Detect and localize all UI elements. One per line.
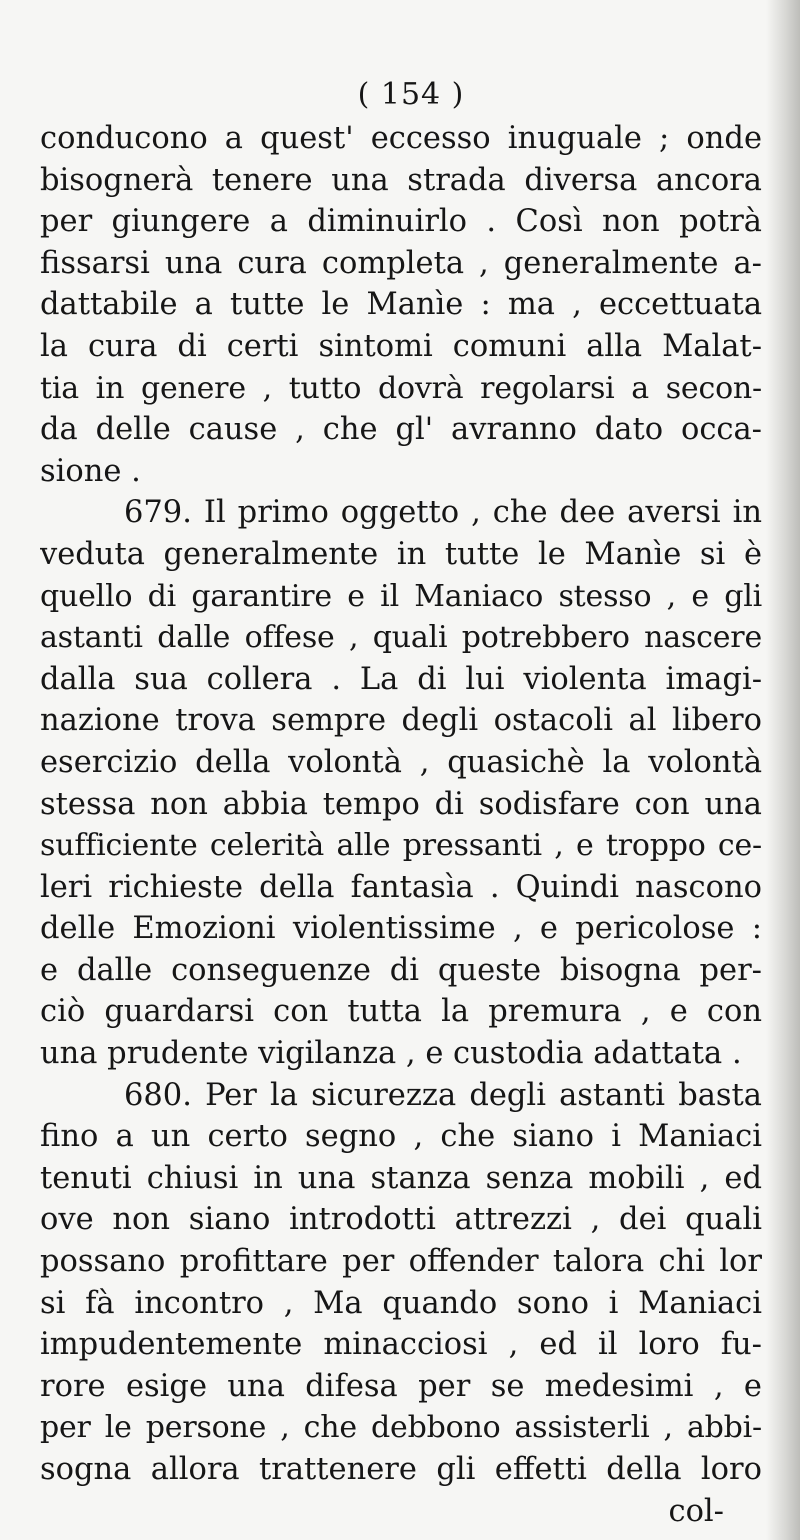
text-line: veduta generalmente in tutte le Manìe si è [40, 536, 762, 572]
text-line: tenuti chiusi in una stanza senza mobili , ed [40, 1160, 762, 1196]
text-line: per giungere a diminuirlo . Così non potrà [40, 204, 762, 240]
text-line: stessa non abbia tempo di sodisfare con una [40, 786, 762, 822]
text-line: possano profittare per offender talora chi lor [40, 1244, 762, 1280]
text-line: rore esige una difesa per se medesimi , e [40, 1368, 762, 1404]
text-line: leri richieste della fantasìa . Quindi nascono [40, 869, 762, 905]
paragraph-680-start: 680. Per la sicurezza degli astanti basta [124, 1077, 762, 1113]
text-line: astanti dalle offese , quali potrebbero nascere [40, 620, 762, 656]
text-line: da delle cause , che gl' avranno dato occa- [40, 412, 762, 448]
text-line: fino a un certo segno , che siano i Maniaci [40, 1119, 762, 1155]
text-line: quello di garantire e il Maniaco stesso , e gli [40, 578, 762, 614]
text-line: conducono a quest' eccesso inuguale ; onde [40, 121, 762, 156]
text-line: una prudente vigilanza , e custodia adattata . [40, 1036, 742, 1072]
text-block [40, 72, 762, 1532]
text-line: per le persone , che debbono assisterli , abbi- [40, 1410, 762, 1446]
text-line: bisognerà tenere una strada diversa ancora [40, 162, 762, 198]
text-line: e dalle conseguenze di queste bisogna per- [40, 952, 762, 988]
text-line: esercizio della volontà , quasichè la volontà [40, 744, 762, 780]
text-line: delle Emozioni violentissime , e pericolose : [40, 911, 762, 947]
catchword: col- [668, 1493, 724, 1529]
paragraph-679-start: 679. Il primo oggetto , che dee aversi in [124, 495, 762, 531]
text-line: impudentemente minacciosi , ed il loro fu- [40, 1327, 762, 1363]
text-line: sufficiente celerità alle pressanti , e troppo ce- [40, 828, 762, 864]
text-line: la cura di certi sintomi comuni alla Malat- [40, 328, 762, 364]
text-line: sione . [40, 453, 141, 489]
text-line: fissarsi una cura completa , generalmente a- [40, 245, 762, 281]
text-line: sogna allora trattenere gli effetti della loro [40, 1452, 762, 1487]
text-line: ove non siano introdotti attrezzi , dei quali [40, 1202, 762, 1238]
page-edge-shadow [766, 0, 800, 1540]
text-line: ciò guardarsi con tutta la premura , e con [40, 994, 762, 1030]
text-line: dalla sua collera . La di lui violenta imagi- [40, 661, 762, 697]
text-line: dattabile a tutte le Manìe : ma , eccettuata [40, 287, 762, 323]
text-line: tia in genere , tutto dovrà regolarsi a secon- [40, 370, 762, 406]
text-line: nazione trova sempre degli ostacoli al libero [40, 703, 762, 739]
text-line: si fà incontro , Ma quando sono i Maniaci [40, 1285, 762, 1321]
page-number: ( 154 ) [357, 77, 465, 112]
